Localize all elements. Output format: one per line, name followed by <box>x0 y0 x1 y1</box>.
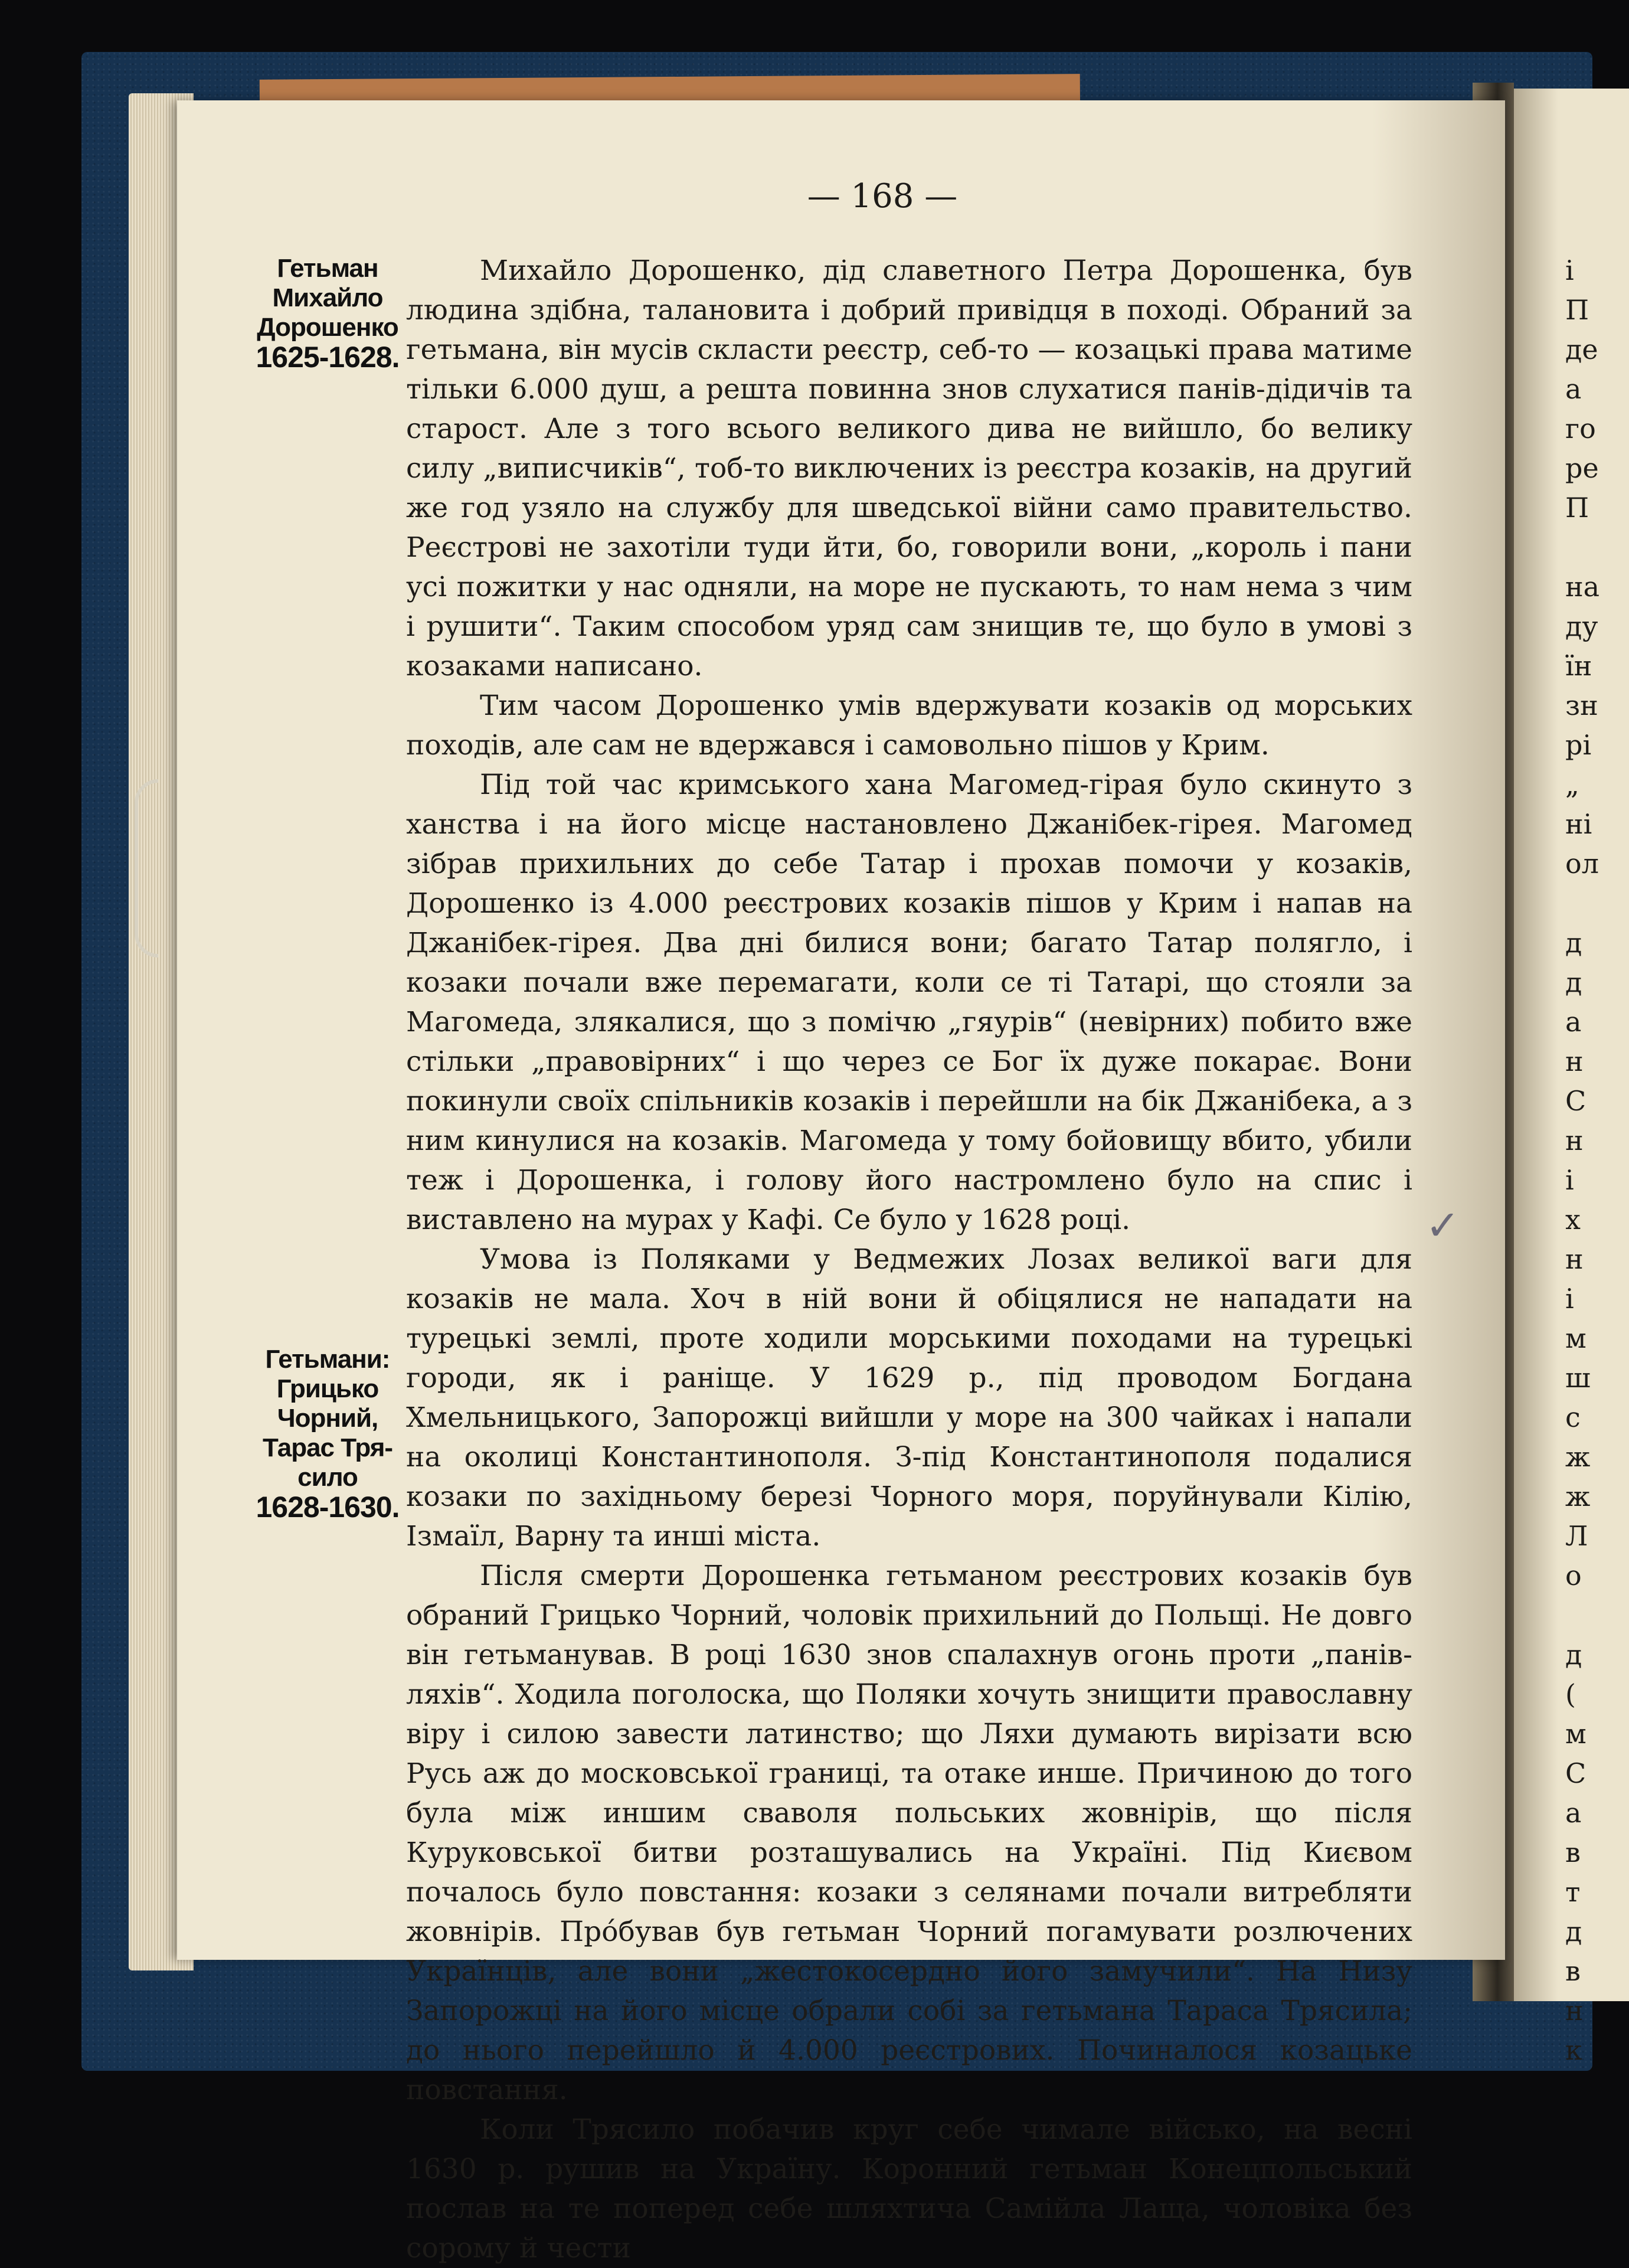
facing-page-fragment: і <box>1565 1164 1574 1196</box>
pencil-check-mark: ✓ <box>1425 1201 1460 1250</box>
page-number: — 168 — <box>807 177 958 215</box>
facing-page-fragment <box>1565 1596 1624 1635</box>
facing-page-fragment: а <box>1565 1006 1582 1038</box>
facing-page-fragment: ні <box>1565 808 1592 840</box>
facing-page-fragment: на <box>1565 571 1600 603</box>
paragraph: Тим часом Дорошенко умів вдержувати козаків од морських походів, але сам не вдержався і самовольно пішов у Крим. <box>406 689 1412 762</box>
paragraph: Михайло Дорошенко, дід славетного Петра Дорошенка, був людина здібна, талановита і добрий привідця в поході. Обраний за гетьмана, він мусів скласти реєстр, себ-то — козацькі права матиме тільки 6.000 душ, а решта повинна знов слухатися панів-дідичів та старост. Але з того всього великого дива не вийшло, бо велику силу „виписчиків“, тоб-то виключених із реєстра козаків, на другий же год узяло на службу для шведської війни само правительство. Реєстрові не захотіли туди йти, бо, говорили вони, „король і пани усі пожитки у нас одняли, на море не пускають, то нам нема з чим і рушити“. Таким способом уряд сам знищив те, що було в умові з козаками написано. <box>406 254 1412 682</box>
facing-page-fragment: х <box>1565 1204 1581 1236</box>
facing-page-fragment <box>1565 528 1624 567</box>
facing-page-fragment: д <box>1565 966 1582 998</box>
paragraph: Умова із Поляками у Ведмежих Лозах великої ваги для козаків не мала. Хоч в ній вони й обіцялися не нападати на турецькі землі, проте ходили морськими походами на турецькі городи, як і раніще. У 1629 р., під проводом Богдана Хмельницького, Запорожці вийшли у море на 300 чайках і напали на околиці Константинополя. З-під Константинополя подалися козаки по західньому березі Чорного моря, поруйнували Кілію, Ізмаїл, Варну та инші міста. <box>406 1243 1412 1553</box>
facing-page-fragment: ж <box>1565 1441 1591 1473</box>
facing-page-fragment: д <box>1565 1916 1582 1947</box>
facing-page-fragment: П <box>1565 492 1589 524</box>
margin-note-years: 1625-1628. <box>256 341 400 374</box>
facing-page-fragment <box>1565 884 1624 923</box>
facing-page-fragment: де <box>1565 334 1598 365</box>
facing-page-fragment: їн <box>1565 650 1592 682</box>
paragraph: Після смерти Дорошенка гетьманом реєстрових козаків був обраний Грицько Чорний, чоловік прихильний до Польщі. Не довго він гетьманував. В році 1630 знов спалахнув огонь проти „панів-ляхів“. Ходила поголоска, що Поляки хочуть знищити православну віру і силою завести латинство; що Ляхи думають вирізати всю Русь аж до московської границі, та отаке инше. Причиною до того була між иншим сваволя польських жовнірів, що після Куруковської битви розташувались на Україні. Під Києвом почалось було повстання: козаки з селянами почали витребляти жовнірів. Прóбував був гетьман Чорний погамувати розлючених Українців, але вони „жестокосердно його замучили“. На Низу Запорожці на його місце обрали собі за гетьмана Тараса Трясила; до нього перейшло й 4.000 реєстрових. Починалося козацьке повстання. <box>406 1560 1412 2106</box>
margin-note-years: 1628-1630. <box>256 1491 400 1524</box>
margin-note-line: Грицько <box>276 1374 379 1403</box>
margin-note-line: Гетьмани: <box>265 1345 390 1374</box>
margin-note-hetmans-chorny-trasylo <box>251 1345 404 1522</box>
facing-page-fragment: ол <box>1565 848 1599 880</box>
facing-page-fragment: к <box>1565 2034 1582 2066</box>
margin-note-line: сило <box>297 1463 358 1492</box>
facing-page-fragment: С <box>1565 1085 1587 1117</box>
facing-page-fragment: „ <box>1565 769 1579 800</box>
paragraph: Під той час кримського хана Магомед-гірая було скинуто з ханства і на його місце настановлено Джанібек-гірея. Магомед зібрав прихильних до себе Татар і прохав помочи у козаків, Дорошенко із 4.000 реєстрових козаків пішов у Крим і напав на Джанібек-гірея. Два дні билися вони; багато Татар полягло, і козаки почали вже перемагати, коли се ті Татарі, що стояли за Магомеда, злякалися, що з помічю „гяурів“ (невірних) побито вже стільки „правовірних“ і що через се Бог їх дуже покарає. Вони покинули своїх спільників козаків і перейшли на бік Джанібека, а з ним кинулися на козаків. Магомеда у тому бойовищу вбито, убили теж і Дорошенка, і голову його настромлено було на спис і виставлено на мурах у Кафі. Се було у 1628 році. <box>406 769 1412 1236</box>
main-text-column <box>406 251 1412 2268</box>
facing-page-fragment: рі <box>1565 729 1592 761</box>
facing-page-fragment: і <box>1565 254 1574 286</box>
facing-page-fragment: ш <box>1565 1362 1591 1394</box>
facing-page-fragment: ( <box>1565 1678 1576 1710</box>
facing-page-fragment: н <box>1565 1243 1584 1275</box>
facing-page-fragment: м <box>1565 1718 1587 1750</box>
facing-page-fragment: П <box>1565 294 1589 326</box>
facing-page-fragment: ре <box>1565 452 1599 484</box>
facing-page-fragment: д <box>1565 927 1582 959</box>
facing-page-fragment: о <box>1565 1560 1582 1591</box>
margin-note-line: Гетьман <box>277 254 378 283</box>
facing-page-fragment: н <box>1565 1995 1584 2027</box>
margin-note-line: Чорний, <box>277 1404 378 1433</box>
facing-page-fragment: д <box>1565 1639 1582 1671</box>
facing-page-text-fragments <box>1565 251 1624 2070</box>
paragraph: Коли Трясило побачив круг себе чимале військо, на весні 1630 р. рушив на Україну. Коронний гетьман Конецпольський послав на те поперед себе шляхтича Самійла Лаща, чоловіка без сорому й чести <box>406 2113 1412 2264</box>
facing-page-fragment: т <box>1565 1876 1581 1908</box>
margin-note-line: Михайло <box>272 283 383 312</box>
facing-page-fragment: го <box>1565 413 1596 445</box>
page-clip <box>135 779 158 957</box>
facing-page-fragment: ж <box>1565 1481 1591 1512</box>
facing-page-fragment: с <box>1565 1401 1581 1433</box>
facing-page-fragment: ду <box>1565 610 1598 642</box>
facing-page-fragment: в <box>1565 1955 1581 1987</box>
facing-page-fragment: а <box>1565 1797 1582 1829</box>
margin-note-line: Тарас Тря- <box>262 1433 393 1462</box>
facing-page-fragment: н <box>1565 1045 1584 1077</box>
facing-page-fragment: Л <box>1565 1520 1588 1552</box>
facing-page-fragment: м <box>1565 1322 1587 1354</box>
facing-page-fragment: і <box>1565 1283 1574 1315</box>
facing-page-fragment: н <box>1565 1125 1584 1156</box>
margin-note-line: Дорошенко <box>257 313 398 342</box>
margin-note-hetman-doroshenko <box>251 254 404 372</box>
facing-page-fragment: в <box>1565 1836 1581 1868</box>
facing-page-fragment: зн <box>1565 689 1598 721</box>
facing-page-fragment: С <box>1565 1757 1587 1789</box>
facing-page-fragment: а <box>1565 373 1582 405</box>
